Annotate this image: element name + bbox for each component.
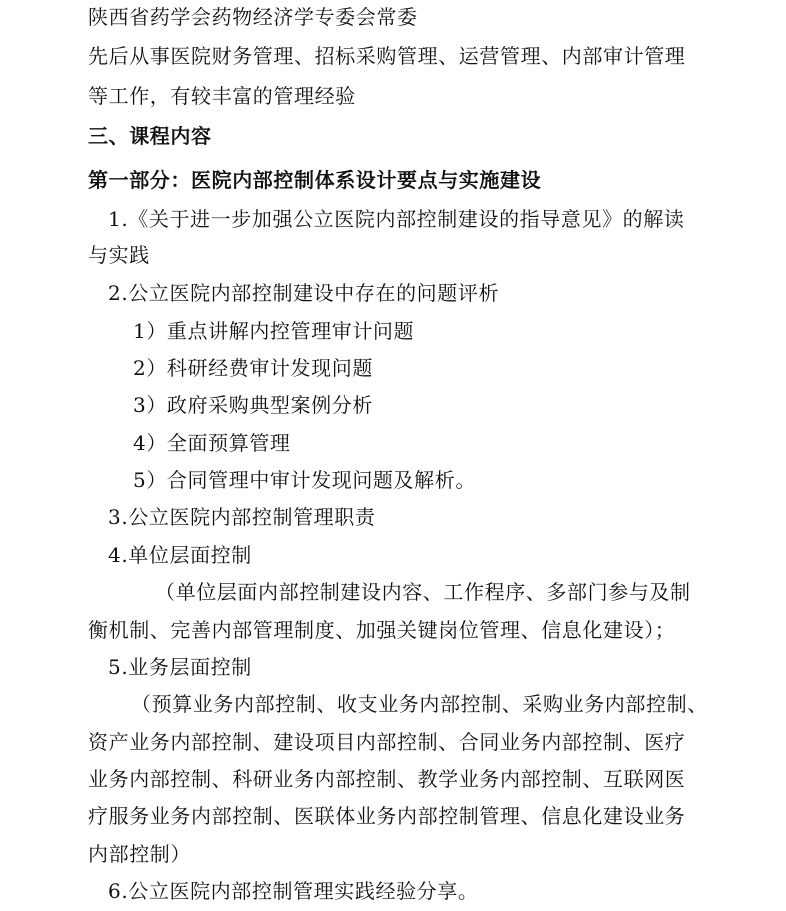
- list-item-5-detail-2: 资产业务内部控制、建设项目内部控制、合同业务内部控制、医疗: [88, 730, 686, 754]
- list-item-5-detail-4: 疗服务业务内部控制、医联体业务内部控制管理、信息化建设业务: [88, 804, 686, 828]
- text-line-experience-2: 等工作，有较丰富的管理经验: [88, 84, 356, 108]
- list-item-2: 2.公立医院内部控制建设中存在的问题评析: [108, 281, 500, 305]
- part-heading-1: 第一部分：医院内部控制体系设计要点与实施建设: [88, 168, 542, 192]
- section-heading-course-content: 三、课程内容: [88, 124, 212, 148]
- list-item-5-detail-3: 业务内部控制、科研业务内部控制、教学业务内部控制、互联网医: [88, 767, 686, 791]
- sub-item-1: 1）重点讲解内控管理审计问题: [133, 319, 415, 343]
- list-item-1-continued: 与实践: [88, 243, 150, 267]
- list-item-4-detail-1: （单位层面内部控制建设内容、工作程序、多部门参与及制: [155, 580, 691, 604]
- list-item-3: 3.公立医院内部控制管理职责: [108, 505, 376, 529]
- sub-item-4: 4）全面预算管理: [133, 431, 291, 455]
- text-line-committee: 陕西省药学会药物经济学专委会常委: [88, 5, 418, 29]
- text-line-experience-1: 先后从事医院财务管理、招标采购管理、运营管理、内部审计管理: [88, 44, 686, 68]
- list-item-1: 1.《关于进一步加强公立医院内部控制建设的指导意见》的解读: [108, 207, 685, 231]
- sub-item-3: 3）政府采购典型案例分析: [133, 393, 373, 417]
- list-item-5-detail-5: 内部控制）: [88, 842, 191, 866]
- list-item-4-detail-2: 衡机制、完善内部管理制度、加强关键岗位管理、信息化建设）；: [88, 618, 676, 642]
- list-item-5: 5.业务层面控制: [108, 655, 252, 679]
- sub-item-5: 5）合同管理中审计发现问题及解析。: [133, 468, 476, 492]
- list-item-5-detail-1: （预算业务内部控制、收支业务内部控制、采购业务内部控制、: [131, 692, 708, 716]
- list-item-4: 4.单位层面控制: [108, 543, 252, 567]
- list-item-6: 6.公立医院内部控制管理实践经验分享。: [108, 879, 479, 903]
- sub-item-2: 2）科研经费审计发现问题: [133, 356, 373, 380]
